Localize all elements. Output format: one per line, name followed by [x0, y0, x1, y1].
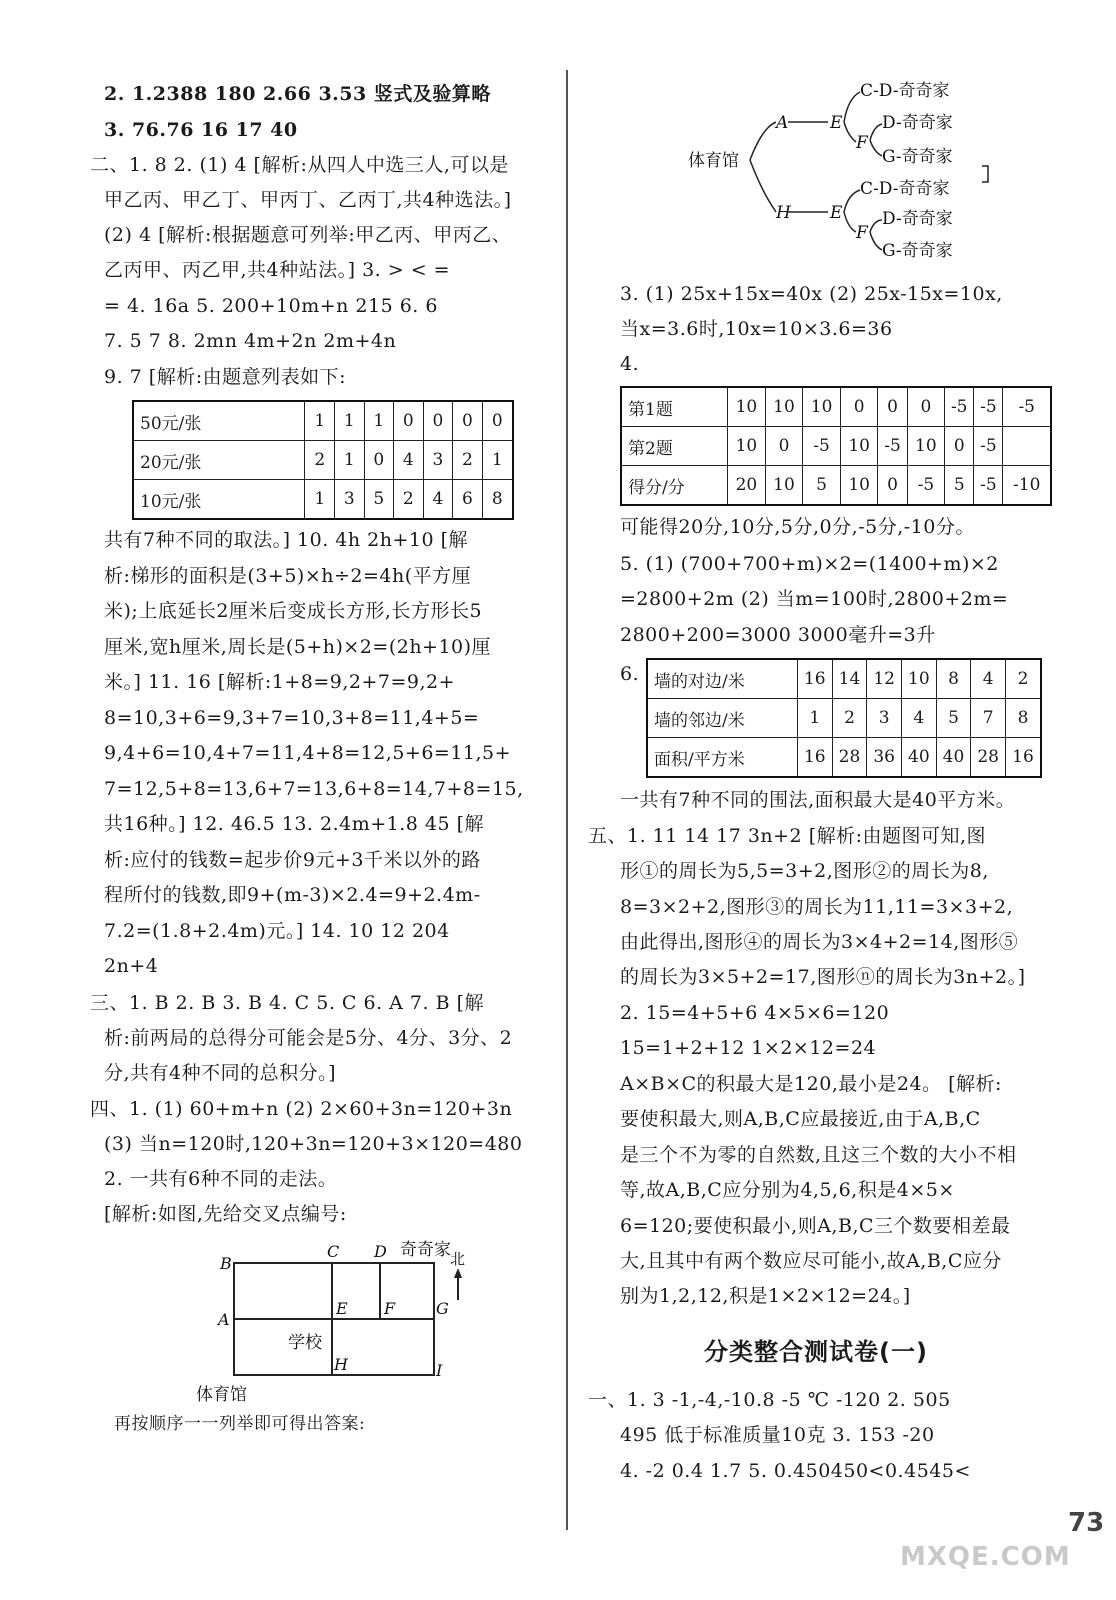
map-label-f: F [384, 1299, 396, 1318]
answer-line: 可能得20分,10分,5分,0分,-5分,-10分。 [620, 516, 975, 538]
table-row: 20元/张 2 1 0 4 3 2 1 [133, 441, 513, 480]
answer-line: [解析:如图,先给交叉点编号: [104, 1203, 347, 1225]
section-title: 分类整合测试卷(一) [704, 1338, 928, 1366]
answer-line: 2. 15=4+5+6 4×5×6=120 [620, 1002, 890, 1024]
answer-line: 要使积最大,则A,B,C应最接近,由于A,B,C [620, 1108, 981, 1130]
tree-node: D-奇奇家 [882, 209, 953, 229]
answer-line: 3. (1) 25x+15x=40x (2) 25x-15x=10x, [620, 283, 1003, 305]
map-school-label: 学校 [288, 1333, 322, 1353]
answer-line: 析:前两局的总得分可能会是5分、4分、3分、2 [104, 1027, 513, 1049]
answer-line: 析:应付的钱数=起步价9元+3千米以外的路 [104, 849, 481, 871]
answer-line: 厘米,宽h厘米,周长是(5+h)×2=(2h+10)厘 [104, 636, 492, 658]
tree-root-label: 体育馆 [688, 151, 739, 171]
tree-node: C-D-奇奇家 [860, 81, 950, 101]
answer-line: 一共有7种不同的围法,面积最大是40平方米。 [620, 789, 1016, 811]
money-table [132, 400, 514, 520]
map-label-h: H [334, 1355, 348, 1374]
answer-line: 8=10,3+6=9,3+7=10,3+8=11,4+5= [104, 707, 480, 729]
map-north-label: 北 [450, 1250, 466, 1268]
answer-line: 7.2=(1.8+2.4m)元。] 14. 10 12 204 [104, 920, 450, 942]
answer-line: 的周长为3×5+2=17,图形ⓝ的周长为3n+2。] [620, 966, 1026, 988]
route-tree-diagram [684, 70, 1004, 280]
answer-line: 2. 一共有6种不同的走法。 [104, 1168, 338, 1190]
answer-line: 7=12,5+8=13,6+7=13,6+8=14,7+8=15, [104, 778, 524, 800]
answer-line: 5. (1) (700+700+m)×2=(1400+m)×2 [620, 553, 999, 575]
answer-line: 分,共有4种不同的总积分。] [104, 1062, 337, 1084]
tree-node: E [830, 203, 843, 223]
table-row: 面积/平方米 16 28 36 40 40 28 16 [647, 738, 1041, 778]
tree-node: F [856, 223, 868, 243]
tree-node: G-奇奇家 [882, 241, 953, 261]
page-number: 73 [1068, 1508, 1105, 1538]
score-table [620, 386, 1052, 506]
answer-line: 三、1. B 2. B 3. B 4. C 5. C 6. A 7. B [解 [90, 992, 485, 1014]
answer-line: 析:梯形的面积是(3+5)×h÷2=4h(平方厘 [104, 565, 472, 587]
column-divider [566, 70, 568, 1530]
watermark: MXQE.COM [900, 1542, 1071, 1572]
answer-line: 一、1. 3 -1,-4,-10.8 -5 ℃ -120 2. 505 [588, 1389, 951, 1411]
map-label-e: E [336, 1299, 348, 1318]
table-row: 墙的对边/米 16 14 12 10 8 4 2 [647, 659, 1041, 699]
answer-line: (3) 当n=120时,120+3n=120+3×120=480 [104, 1133, 523, 1155]
answer-line: 8=3×2+2,图形③的周长为11,11=3×3+2, [620, 896, 1014, 918]
table-row: 第1题 10 10 10 0 0 0 -5 -5 -5 [621, 387, 1051, 427]
map-label-g: G [436, 1299, 449, 1318]
answer-line: 共有7种不同的取法。] 10. 4h 2h+10 [解 [104, 529, 469, 551]
answer-line: 7. 5 7 8. 2mn 4m+2n 2m+4n [104, 330, 397, 352]
map-gym-label: 体育馆 [196, 1385, 247, 1405]
answer-line: 2. 1.2388 180 2.66 3.53 竖式及验算略 [104, 83, 491, 105]
answer-line: 乙丙甲、丙乙甲,共4种站法。] 3. > < = [104, 259, 451, 281]
answer-line: 米);上底延长2厘米后变成长方形,长方形长5 [104, 600, 483, 622]
map-label-i: I [436, 1361, 443, 1380]
map-label-a: A [218, 1310, 230, 1329]
table-row: 得分/分 20 10 5 10 0 -5 5 -5 -10 [621, 466, 1051, 506]
answer-line: = 4. 16a 5. 200+10m+n 215 6. 6 [104, 295, 438, 317]
answer-line: 再按顺序一一列举即可得出答案: [114, 1414, 366, 1434]
map-label-c: C [327, 1242, 340, 1261]
answer-line: 四、1. (1) 60+m+n (2) 2×60+3n=120+3n [90, 1098, 513, 1120]
answer-line: 6. [620, 663, 640, 685]
fence-table [646, 658, 1042, 778]
answer-line: 3. 76.76 16 17 40 [104, 119, 298, 141]
answer-line: 当x=3.6时,10x=10×3.6=36 [620, 318, 893, 340]
table-row: 50元/张 1 1 1 0 0 0 0 [133, 401, 513, 441]
answer-line: 9. 7 [解析:由题意列表如下: [104, 366, 347, 388]
tree-node: G-奇奇家 [882, 147, 953, 167]
answer-line: 2800+200=3000 3000毫升=3升 [620, 624, 936, 646]
answer-line: 9,4+6=10,4+7=11,4+8=12,5+6=11,5+ [104, 742, 512, 764]
map-label-d: D [374, 1242, 387, 1261]
answer-line: 由此得出,图形④的周长为3×4+2=14,图形⑤ [620, 931, 1019, 953]
answer-line: 4. [620, 353, 640, 375]
answer-line: =2800+2m (2) 当m=100时,2800+2m= [620, 588, 1009, 610]
answer-line: 别为1,2,12,积是1×2×12=24。] [620, 1285, 911, 1307]
answer-line: A×B×C的积最大是120,最小是24。 [解析: [620, 1073, 1002, 1095]
answer-line: 495 低于标准质量10克 3. 153 -20 [620, 1424, 935, 1446]
answer-line: 形①的周长为5,5=3+2,图形②的周长为8, [620, 860, 989, 882]
tree-node: D-奇奇家 [882, 113, 953, 133]
answer-line: (2) 4 [解析:根据题意可列举:甲乙丙、甲丙乙、 [104, 224, 512, 246]
answer-line: 五、1. 11 14 17 3n+2 [解析:由题图可知,图 [588, 825, 987, 847]
tree-node: F [856, 133, 868, 153]
tree-node: C-D-奇奇家 [860, 179, 950, 199]
answer-line: 4. -2 0.4 1.7 5. 0.450450<0.4545< [620, 1460, 971, 1482]
answer-line: 甲乙丙、甲乙丁、甲丙丁、乙丙丁,共4种选法。] [104, 189, 512, 211]
tree-node: H [776, 203, 791, 223]
answer-line: 程所付的钱数,即9+(m-3)×2.4=9+2.4m- [104, 884, 481, 906]
answer-line: 2n+4 [104, 955, 159, 977]
tree-node: E [830, 113, 843, 133]
table-row: 墙的邻边/米 1 2 3 4 5 7 8 [647, 699, 1041, 738]
map-label-b: B [220, 1254, 232, 1273]
answer-line: 二、1. 8 2. (1) 4 [解析:从四人中选三人,可以是 [90, 154, 509, 176]
answer-line: 共16种。] 12. 46.5 13. 2.4m+1.8 45 [解 [104, 813, 485, 835]
map-home-label: 奇奇家 [400, 1240, 451, 1260]
answer-line: 米。] 11. 16 [解析:1+8=9,2+7=9,2+ [104, 671, 456, 693]
answer-line: 15=1+2+12 1×2×12=24 [620, 1037, 877, 1059]
route-map-diagram [184, 1238, 484, 1408]
answer-line: 大,且其中有两个数应尽可能小,故A,B,C应分 [620, 1250, 1002, 1272]
table-row: 第2题 10 0 -5 10 -5 10 0 -5 [621, 427, 1051, 466]
answer-line: 6=120;要使积最小,则A,B,C三个数要相差最 [620, 1215, 1011, 1237]
table-row: 10元/张 1 3 5 2 4 6 8 [133, 480, 513, 520]
tree-node: A [776, 113, 789, 133]
answer-line: 是三个不为零的自然数,且这三个数的大小不相 [620, 1144, 1017, 1166]
answer-line: 等,故A,B,C应分别为4,5,6,积是4×5× [620, 1179, 955, 1201]
